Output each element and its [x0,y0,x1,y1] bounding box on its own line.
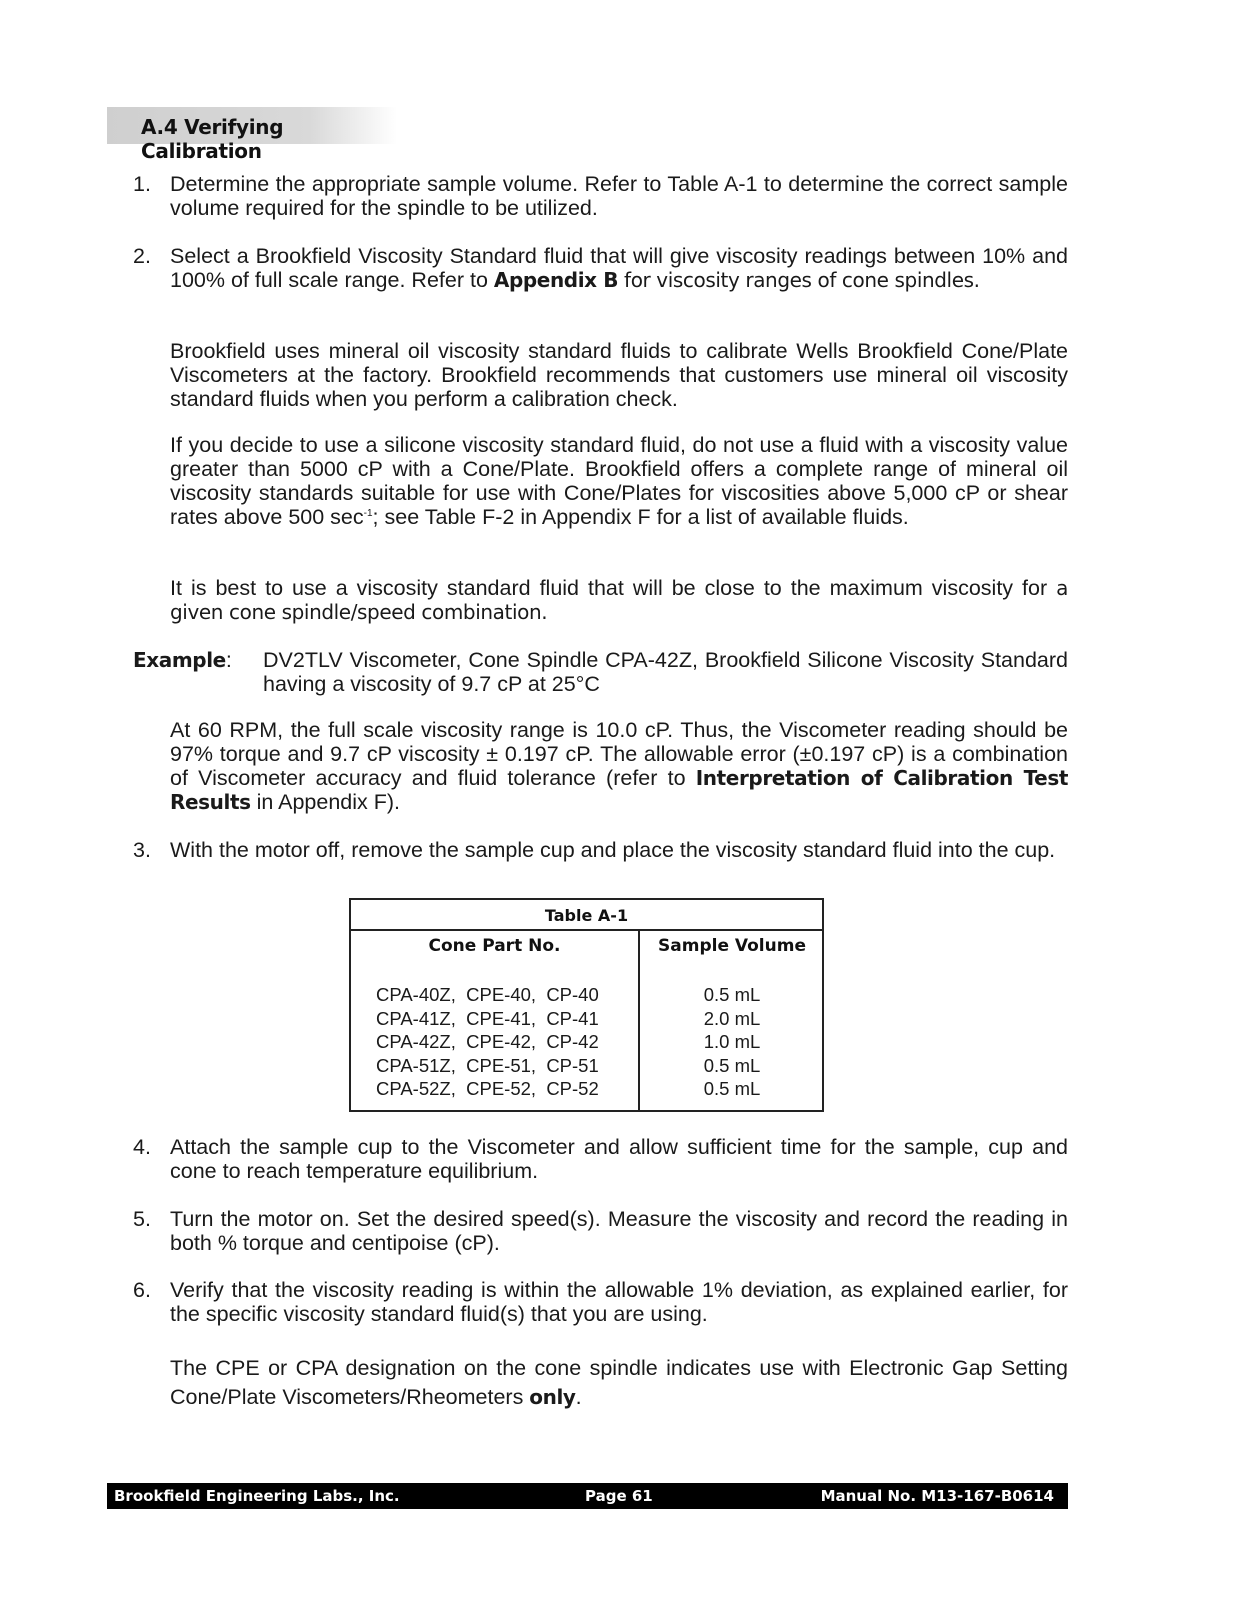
table-row-volume: 1.0 mL [703,1031,761,1052]
table-row-volume: 0.5 mL [703,1054,761,1076]
table-row-part: CPA-51Z, CPE-51, CP-51 [376,1054,599,1076]
best-practice-text-b: a given cone spindle/speed combination. [170,576,1068,624]
example-explanation-a: At 60 RPM, the full scale viscosity range is 10.0 cP. Thus, the Viscometer reading should be 97% torque and 9.7 cP viscosity ± 0.197 cP. The allowable error (±0.197 cP) is a combination of Viscometer accuracy and fluid tolerance (refer to [170,718,1068,790]
footer-company: Brookfield Engineering Labs., Inc. [114,1487,400,1505]
step-2-number: 2. [133,244,151,268]
table-row-part: CPA-41Z, CPE-41, CP-41 [376,1007,599,1029]
step-1-number: 1. [133,172,151,196]
step-4-text: Attach the sample cup to the Viscometer and allow sufficient time for the sample, cup and cone to reach temperature equilibrium. [170,1135,1068,1183]
interpretation-ref: Interpretation of Calibration Test Results [170,766,1068,814]
example-explanation [170,718,1068,814]
example-text: DV2TLV Viscometer, Cone Spindle CPA-42Z, Brookfield Silicone Viscosity Standard having a viscosity of 9.7 cP at 25°C [263,648,1068,696]
appendix-b-ref: Appendix B [493,268,619,292]
best-practice-paragraph [170,576,1068,624]
step-3-number: 3. [133,838,151,862]
sample-volume-table [349,898,824,1112]
step-4-number: 4. [133,1135,151,1159]
cpe-cpa-note-b: . [575,1385,582,1409]
silicone-text-b: ; see Table F-2 in Appendix F for a list of available fluids. [372,505,909,529]
step-1-text: Determine the appropriate sample volume. Refer to Table A-1 to determine the correct sample volume required for the spindle to be utilized. [170,172,1068,220]
silicone-paragraph [170,433,1068,529]
exponent: -1 [363,507,373,519]
sample-volume-column [640,983,824,1101]
step-5-number: 5. [133,1207,151,1231]
step-5-text: Turn the motor on. Set the desired speed(s). Measure the viscosity and record the reading in both % torque and centipoise (cP). [170,1207,1068,1255]
table-title: Table A-1 [351,900,822,931]
table-row-volume: 2.0 mL [703,1007,761,1029]
step-6-number: 6. [133,1278,151,1302]
mineral-oil-paragraph: Brookfield uses mineral oil viscosity standard fluids to calibrate Wells Brookfield Cone/Plate Viscometers at the factory. Brookfield recommends that customers use mineral oil viscosity standard fluids when you perform a calibration check. [170,339,1068,411]
best-practice-text-a: It is best to use a viscosity standard fluid that will be close to the maximum viscosity for [170,576,1057,600]
step-3-text: With the motor off, remove the sample cup and place the viscosity standard fluid into the cup. [170,838,1056,862]
table-row-part: CPA-40Z, CPE-40, CP-40 [376,984,599,1005]
section-title: A.4 Verifying Calibration [141,115,284,163]
page-footer [107,1483,1068,1509]
column-header-sample-volume: Sample Volume [658,936,806,956]
cone-part-column [376,983,636,1101]
cpe-cpa-note-a: The CPE or CPA designation on the cone spindle indicates use with Electronic Gap Setting Cone/Plate Viscometers/Rheometers [170,1356,1068,1409]
step-2-text-b: for viscosity ranges of cone spindles. [618,268,980,292]
step-2-text-a: Select a Brookfield Viscosity Standard fluid that will give viscosity readings between 10% and 100% of full scale range. Refer to [170,244,1068,292]
table-row-volume: 0.5 mL [703,1078,761,1099]
step-6-text: Verify that the viscosity reading is within the allowable 1% deviation, as explained earlier, for the specific viscosity standard fluid(s) that you are using. [170,1278,1068,1326]
table-row-volume: 0.5 mL [703,984,761,1005]
step-2-text [170,244,1068,292]
footer-page-number: Page 61 [585,1487,653,1505]
example-explanation-b: in Appendix F). [250,790,401,814]
example-label: Example: [133,648,232,672]
only-emphasis: only [529,1385,576,1409]
table-row-part: CPA-42Z, CPE-42, CP-42 [376,1031,599,1052]
silicone-text-a: If you decide to use a silicone viscosity standard fluid, do not use a fluid with a viscosity value greater than 5000 cP with a Cone/Plate. Brookfield offers a complete range of mineral oil viscosity standards suitable for use with Cone/Plates for viscosities above 5,000 cP or shear rates above 500 sec [170,433,1068,529]
table-row-part: CPA-52Z, CPE-52, CP-52 [376,1078,599,1099]
column-header-cone-part: Cone Part No. [428,936,561,956]
section-header [107,107,397,163]
cpe-cpa-note [170,1354,1068,1412]
footer-manual-number: Manual No. M13-167-B0614 [820,1487,1054,1505]
